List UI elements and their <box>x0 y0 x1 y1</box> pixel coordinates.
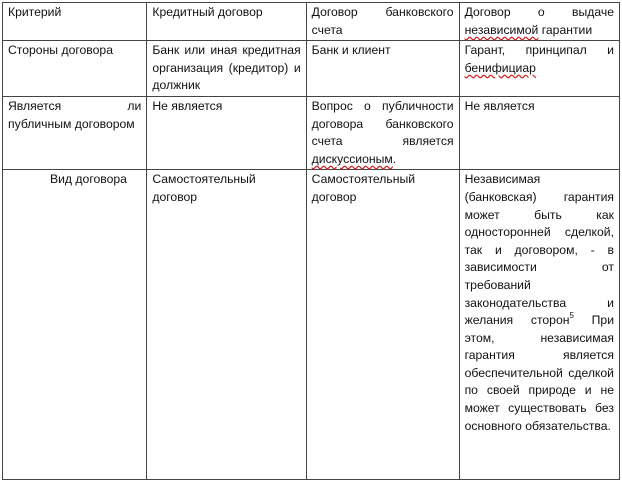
kind-criterion-text: Вид договора <box>50 172 127 187</box>
table-row-kind <box>3 170 620 480</box>
header-bank-account-text: Договор банковского счета <box>311 5 454 37</box>
header-guarantee-text-1: Договор о выдаче <box>464 5 614 19</box>
public-guarantee-text: Не является <box>464 98 535 113</box>
footnote-marker: 5 <box>569 311 574 321</box>
public-criterion-text: Является ли публичным договором <box>8 98 142 131</box>
spellcheck-underlined-word: дискуссионым <box>311 151 393 166</box>
parties-cell-bank-account <box>306 41 459 97</box>
table-row-header <box>3 3 620 41</box>
kind-guarantee-text-2: При этом, независимая гарантия является обеспечительной сделкой по своей природе и не может существовать без основного обязательства. <box>464 313 614 433</box>
parties-bank-account-text: Банк и клиент <box>311 43 391 58</box>
parties-credit-text: Банк или иная кредитная организация (кредитор) и должник <box>152 43 301 93</box>
kind-guarantee-text-1: Независимая (банковская) гарантия может быть как односторонней сделкой, так и договором, - в зависимости от требований законодательства и желания сторон <box>464 172 614 328</box>
public-bank-account-text: Вопрос о публичности договора банковского счета является <box>311 98 454 149</box>
header-cell-guarantee <box>459 3 619 41</box>
public-cell-guarantee <box>459 96 619 169</box>
kind-cell-bank-account <box>306 170 459 480</box>
parties-cell-guarantee <box>459 41 619 97</box>
header-guarantee-text-2: гарантии <box>538 22 593 37</box>
header-cell-criterion <box>3 3 147 41</box>
parties-guarantee-text: Гарант, принципал и <box>464 43 614 58</box>
kind-credit-text: Самостоятельный договор <box>152 172 256 204</box>
kind-bank-account-text: Самостоятельный договор <box>311 172 416 204</box>
table-row-public <box>3 96 620 169</box>
kind-cell-credit <box>147 170 306 480</box>
public-cell-credit <box>147 96 306 169</box>
comparison-table <box>2 2 620 480</box>
spellcheck-underlined-word: бенифициар <box>464 60 536 75</box>
public-bank-account-period: . <box>392 151 397 166</box>
parties-cell-credit <box>147 41 306 97</box>
public-credit-text: Не является <box>152 98 223 113</box>
kind-cell-guarantee <box>459 170 619 480</box>
parties-cell-criterion <box>3 41 147 97</box>
table-row-parties <box>3 41 620 97</box>
spellcheck-underlined-word: независимой <box>464 22 539 37</box>
header-criterion-text: Критерий <box>8 5 62 19</box>
kind-cell-criterion <box>3 170 147 480</box>
parties-criterion-text: Стороны договора <box>8 43 113 58</box>
header-credit-text: Кредитный договор <box>152 5 263 19</box>
public-cell-criterion <box>3 96 147 169</box>
public-cell-bank-account <box>306 96 459 169</box>
header-cell-bank-account <box>306 3 459 41</box>
header-cell-credit <box>147 3 306 41</box>
